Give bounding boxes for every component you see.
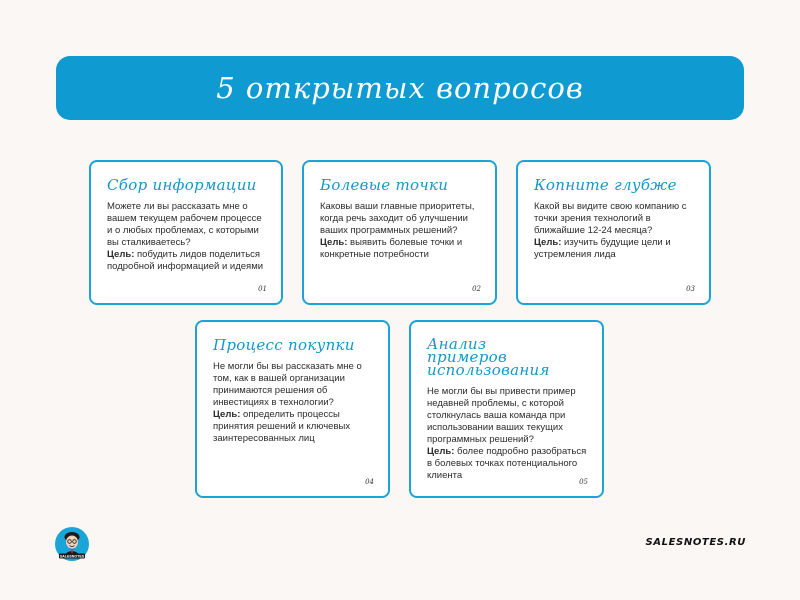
card-question: Не могли бы вы привести пример недавней проблемы, с которой столкнулась ваша команда при использовании ваших текущих программных решений? — [427, 386, 576, 445]
goal-label: Цель: — [107, 249, 135, 260]
goal-label: Цель: — [320, 237, 348, 248]
page-title: 5 открытых вопросов — [216, 71, 584, 105]
card-goal — [534, 237, 695, 261]
card-question: Можете ли вы рассказать мне о вашем текущем рабочем процессе и о любых проблемах, с которыми вы сталкиваетесь? — [107, 201, 262, 248]
question-card-4 — [195, 320, 390, 498]
card-title: Болевые точки — [320, 176, 449, 194]
question-card-5 — [409, 320, 604, 498]
card-number: 03 — [686, 285, 695, 293]
card-number: 05 — [579, 478, 588, 486]
goal-text: изучить будущие цели и устремления лида — [534, 237, 671, 260]
question-card-2 — [302, 160, 497, 305]
card-number: 04 — [365, 478, 374, 486]
card-number: 01 — [258, 285, 267, 293]
card-goal — [427, 446, 588, 482]
card-question: Не могли бы вы рассказать мне о том, как в вашей организации принимаются решения об инвестициях в технологии? — [213, 361, 362, 408]
goal-text: более подробно разобраться в болевых точках потенциального клиента — [427, 446, 587, 481]
card-title: Сбор информации — [107, 176, 257, 194]
card-goal — [213, 409, 374, 445]
card-title: Процесс покупки — [213, 336, 355, 354]
goal-text: определить процессы принятия решений и ключевых заинтересованных лиц — [213, 409, 351, 444]
card-title: Копните глубже — [534, 176, 677, 194]
salesnotes-logo — [54, 526, 90, 562]
goal-label: Цель: — [213, 409, 241, 420]
title-banner — [56, 56, 744, 120]
goal-label: Цель: — [534, 237, 562, 248]
card-goal — [320, 237, 481, 261]
goal-text: выявить болевые точки и конкретные потребности — [320, 237, 463, 260]
card-goal — [107, 249, 267, 273]
site-link[interactable]: SALESNOTES.RU — [645, 537, 746, 548]
card-question: Каковы ваши главные приоритеты, когда речь заходит об улучшении ваших программных решений? — [320, 201, 475, 236]
question-card-3 — [516, 160, 711, 305]
card-question: Какой вы видите свою компанию с точки зрения технологий в ближайшие 12-24 месяца? — [534, 201, 687, 236]
card-title: Анализ примеров использования — [427, 335, 550, 379]
goal-text: побудить лидов поделиться подробной информацией и идеями — [107, 249, 264, 272]
question-card-1 — [89, 160, 283, 305]
goal-label: Цель: — [427, 446, 455, 457]
card-number: 02 — [472, 285, 481, 293]
logo-text: SALESNOTES — [59, 554, 85, 559]
